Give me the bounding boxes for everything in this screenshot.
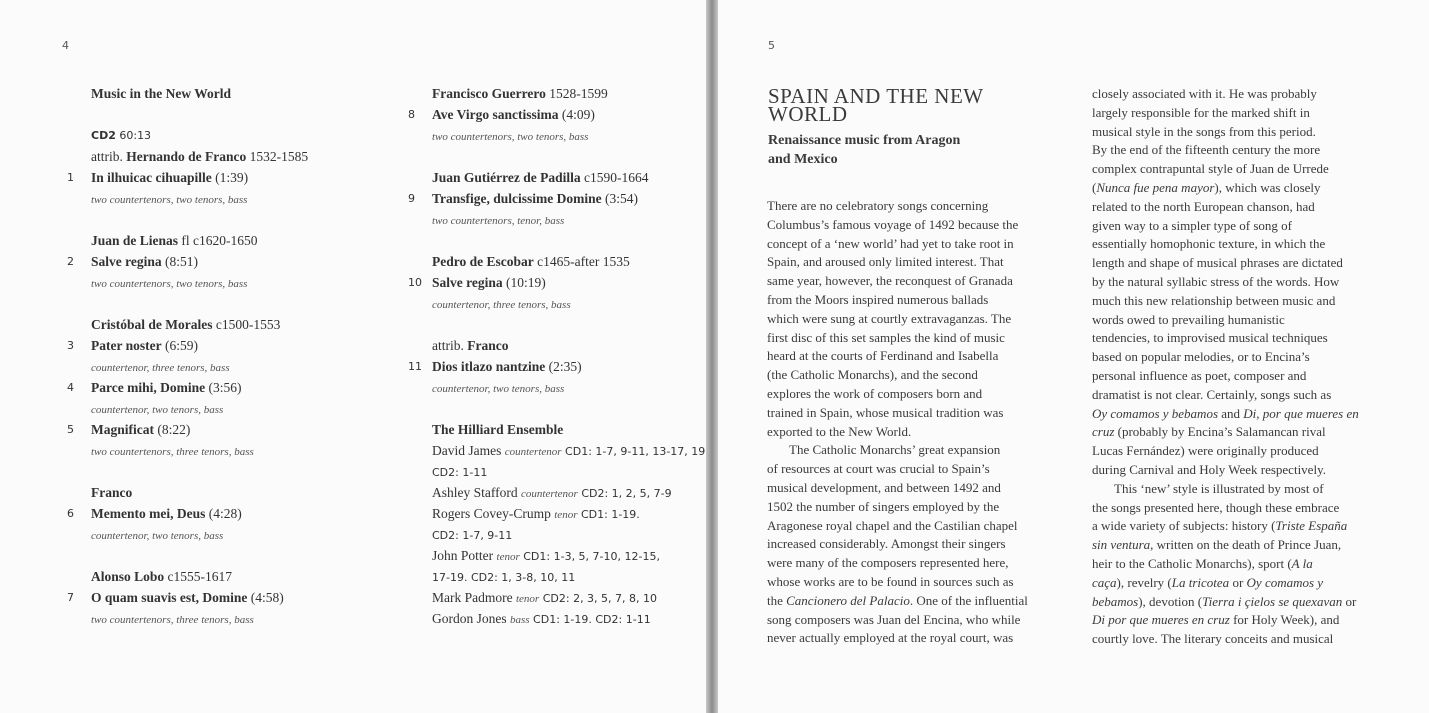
composer-name: Juan Gutiérrez de Padilla (432, 170, 581, 185)
track-entry (408, 272, 702, 293)
scoring-text: two countertenors, two tenors, bass (432, 131, 589, 143)
essay-text: Aragonese royal chapel and the Castilian chapel (767, 517, 1018, 533)
essay-text: explores the work of composers born and (767, 385, 983, 401)
composer-line (91, 230, 411, 251)
essay-line (1092, 292, 1392, 311)
track-title: Transfige, dulcissime Domine (432, 191, 602, 206)
performer-line (432, 503, 702, 524)
track-number: 11 (408, 360, 422, 373)
essay-line (1092, 123, 1392, 142)
track-title: Ave Virgo sanctissima (432, 107, 559, 122)
spacer (432, 314, 702, 335)
track-title: Dios itlazo nantzine (432, 359, 546, 374)
essay-text: ( (1092, 179, 1097, 195)
track-entry (67, 587, 411, 608)
essay-line (1092, 480, 1392, 499)
essay-line (767, 366, 1067, 385)
performer-voice: bass (510, 614, 530, 626)
track-duration: (4:09) (558, 107, 595, 122)
essay-line (1092, 423, 1392, 442)
composer-line (432, 251, 702, 272)
essay-italic: cruz (1092, 424, 1115, 440)
track-list-column-1 (67, 83, 411, 629)
ensemble-text: The Hilliard Ensemble (432, 422, 564, 437)
spacer (91, 293, 411, 314)
track-number: 9 (408, 192, 415, 205)
track-entry (67, 251, 411, 272)
essay-line (1092, 630, 1392, 649)
performer-voice: tenor (496, 551, 520, 563)
track-entry (67, 503, 411, 524)
composer-name: Cristóbal de Morales (91, 317, 213, 332)
essay-text: This ‘new’ style is illustrated by most of (1114, 480, 1324, 496)
performer-tracks: CD2: 2, 3, 5, 7, 8, 10 (539, 592, 658, 605)
essay-italic: Di por que mueres en cruz (1092, 612, 1230, 628)
essay-line (1092, 254, 1392, 273)
essay-text: were many of the composers represented here, (767, 555, 1009, 571)
essay-text: There are no celebratory songs concerning (767, 198, 989, 213)
essay-italic: caça (1092, 574, 1117, 590)
track-entry (408, 356, 702, 377)
scoring-note (432, 293, 702, 314)
composer-dates: c1500-1553 (212, 317, 281, 332)
track-number: 10 (408, 276, 422, 289)
essay-line (767, 573, 1067, 592)
scoring-note (91, 608, 411, 629)
essay-text: by the natural syllabic stress of the words. How (1092, 273, 1340, 289)
composer-name: Alonso Lobo (91, 569, 165, 584)
essay-text: , written on the death of Prince Juan, (1150, 537, 1342, 553)
performer-name: Mark Padmore (432, 590, 516, 605)
performer-tracks: CD2: 1-7, 9-11 (432, 529, 513, 542)
essay-text: Spain, and aroused only limited interest. That (767, 254, 1004, 270)
essay-text: or (1229, 574, 1247, 590)
essay-line (767, 385, 1067, 404)
essay-text: related to the north European chanson, had (1092, 198, 1315, 214)
composer-line (432, 83, 702, 104)
essay-text: heard at the courts of Ferdinand and Isabella (767, 348, 999, 364)
scoring-text: two countertenors, tenor, bass (432, 215, 565, 227)
essay-line (767, 629, 1067, 648)
essay-text: from the Moors inspired numerous ballads (767, 291, 989, 307)
essay-line (1092, 329, 1392, 348)
essay-line (1092, 104, 1392, 123)
essay-italic: Triste España (1275, 518, 1348, 534)
essay-line (767, 235, 1067, 254)
scoring-note (91, 272, 411, 293)
performer-tracks: CD2: 1, 2, 5, 7-9 (577, 487, 672, 500)
spacer (91, 545, 411, 566)
spacer (432, 146, 702, 167)
track-duration: (1:39) (211, 170, 249, 185)
ensemble-name (432, 419, 702, 440)
performer-line (432, 608, 702, 629)
essay-subtitle: Renaissance music from Aragon and Mexico (768, 133, 961, 167)
composer-dates: c1590-1664 (580, 170, 649, 185)
essay-italic: sin ventura (1092, 537, 1151, 553)
essay-text: given way to a simpler type of song of (1092, 217, 1293, 233)
track-duration: (4:58) (247, 590, 284, 605)
essay-line (767, 423, 1067, 442)
performer-line (432, 545, 702, 566)
scoring-note (91, 356, 411, 377)
essay-text: The Catholic Monarchs’ great expansion (789, 442, 1001, 458)
track-title: Pater noster (91, 338, 162, 353)
essay-text: ), which was closely (1214, 179, 1321, 195)
track-number: 7 (67, 591, 74, 604)
composer-dates: fl c1620-1650 (178, 233, 258, 248)
essay-line (1092, 311, 1392, 330)
essay-text: complex contrapuntal style of Juan de Urrede (1092, 161, 1329, 177)
composer-line (91, 146, 411, 167)
essay-italic: Oy comamos y (1246, 574, 1324, 590)
essay-line (1092, 611, 1392, 630)
essay-italic: Oy comamos y bebamos (1092, 405, 1219, 421)
essay-text: during Carnival and Holy Week respectively. (1092, 461, 1326, 477)
essay-text: concept of a ‘new world’ had yet to take root in (767, 235, 1014, 251)
performer-line (432, 524, 702, 545)
track-number: 1 (67, 171, 74, 184)
essay-text: Lucas Fernández) were originally produced (1092, 443, 1319, 459)
essay-text: words owed to prevailing humanistic (1092, 311, 1285, 327)
composer-name: Franco (467, 338, 509, 353)
performer-voice: tenor (515, 593, 540, 605)
essay-line (767, 479, 1067, 498)
essay-text: musical development, and between 1492 and (767, 479, 1001, 495)
composer-name: Hernando de Franco (126, 149, 247, 164)
essay-line (767, 197, 1067, 216)
performer-line (432, 587, 702, 608)
track-duration: (6:59) (161, 338, 198, 353)
essay-line (1092, 348, 1392, 367)
composer-prefix: attrib. (432, 338, 468, 353)
track-title: Salve regina (91, 254, 162, 269)
essay-line (1092, 555, 1392, 574)
track-number: 2 (67, 255, 74, 268)
track-title: In ilhuicac cihuapille (91, 170, 212, 185)
essay-column-1 (767, 197, 1067, 648)
essay-text: Columbus’s famous voyage of 1492 because the (767, 216, 1019, 232)
track-entry (67, 419, 411, 440)
composer-line (91, 566, 411, 587)
booklet-heading: Music in the New World (91, 86, 232, 101)
essay-text: exported to the New World. (767, 423, 912, 439)
essay-italic: Nunca fue pena mayor (1096, 179, 1215, 195)
disc-label: CD2 60:13 (91, 129, 152, 142)
essay-italic: bebamos (1092, 593, 1139, 609)
essay-text: 1502 the number of singers employed by the (767, 498, 1000, 514)
essay-line (767, 216, 1067, 235)
essay-text: By the end of the fifteenth century the more (1092, 142, 1321, 158)
left-page (0, 0, 706, 713)
essay-line (1092, 461, 1392, 480)
composer-dates: c1555-1617 (164, 569, 233, 584)
performer-voice: tenor (554, 509, 578, 521)
essay-line (767, 554, 1067, 573)
essay-column-2 (1092, 85, 1392, 649)
essay-text: (the Catholic Monarchs), and the second (767, 367, 978, 383)
essay-text: whose works are to be found in sources such as (767, 573, 1014, 589)
performer-line (432, 440, 706, 461)
essay-line (767, 272, 1067, 291)
essay-text: and (1218, 405, 1244, 421)
essay-line (1092, 499, 1392, 518)
essay-italic: Tierra i çielos se quexavan (1202, 593, 1343, 609)
essay-line (1092, 574, 1392, 593)
essay-text: never actually employed at the royal court, was (767, 630, 1014, 646)
essay-line (767, 253, 1067, 272)
essay-text: a wide variety of subjects: history ( (1092, 518, 1276, 534)
essay-text: ), revelry ( (1116, 574, 1172, 590)
essay-text: trained in Spain, whose musical tradition was (767, 404, 1004, 420)
essay-text: dramatist is not clear. Certainly, songs such as (1092, 386, 1332, 402)
essay-line (1092, 386, 1392, 405)
performer-line (432, 461, 702, 482)
composer-dates: c1465-after 1535 (533, 254, 630, 269)
essay-line (767, 535, 1067, 554)
track-entry (67, 167, 411, 188)
scoring-note (91, 440, 411, 461)
essay-text: first disc of this set samples the kind of music (767, 329, 1005, 345)
essay-italic: La tricotea (1171, 574, 1230, 590)
essay-line (1092, 517, 1392, 536)
track-title: Parce mihi, Domine (91, 380, 206, 395)
spacer (91, 209, 411, 230)
performer-voice: countertenor (521, 488, 578, 500)
essay-line (767, 347, 1067, 366)
track-entry (408, 104, 702, 125)
essay-line (767, 498, 1067, 517)
track-number: 6 (67, 507, 74, 520)
composer-dates: 1528-1599 (545, 86, 608, 101)
track-title: Magnificat (91, 422, 154, 437)
essay-line (1092, 141, 1392, 160)
scoring-note (432, 125, 702, 146)
essay-line (767, 291, 1067, 310)
essay-line (1092, 405, 1392, 424)
essay-text: which were sung at courtly extravaganzas. The (767, 310, 1012, 326)
right-page (718, 0, 1429, 713)
scoring-text: countertenor, three tenors, bass (91, 362, 230, 374)
essay-text: tendencies, to improvised musical techniques (1092, 330, 1328, 346)
track-title: Memento mei, Deus (91, 506, 206, 521)
track-duration: (3:54) (601, 191, 638, 206)
track-entry (67, 377, 411, 398)
track-duration: (2:35) (545, 359, 582, 374)
scoring-text: two countertenors, three tenors, bass (91, 446, 254, 458)
composer-name: Franco (91, 485, 133, 500)
essay-line (767, 310, 1067, 329)
essay-text: personal influence as poet, composer and (1092, 367, 1307, 383)
essay-text: closely associated with it. He was probably (1092, 86, 1317, 101)
composer-prefix: attrib. (91, 149, 127, 164)
performer-tracks: CD1: 1-19. CD2: 1-11 (529, 613, 651, 626)
scoring-note (91, 524, 411, 545)
essay-line (1092, 198, 1392, 217)
scoring-text: two countertenors, two tenors, bass (91, 278, 248, 290)
performer-line (432, 566, 702, 587)
composer-name: Juan de Lienas (91, 233, 179, 248)
composer-line (91, 314, 411, 335)
composer-dates: 1532-1585 (246, 149, 309, 164)
essay-text: song composers was Juan del Encina, who while (767, 611, 1021, 627)
essay-line (1092, 367, 1392, 386)
essay-text: heir to the Catholic Monarchs), sport ( (1092, 555, 1292, 571)
spacer (432, 398, 702, 419)
essay-line (767, 441, 1067, 460)
essay-text: largely responsible for the marked shift in (1092, 104, 1310, 120)
essay-line (1092, 179, 1392, 198)
essay-text: (probably by Encina’s Salamancan rival (1114, 424, 1326, 440)
essay-line (1092, 442, 1392, 461)
scoring-note (432, 209, 702, 230)
performer-tracks: CD1: 1-19. (577, 508, 640, 521)
essay-text: increased considerably. Amongst their singers (767, 536, 1006, 552)
track-number: 3 (67, 339, 74, 352)
essay-line (767, 460, 1067, 479)
composer-line (432, 167, 702, 188)
essay-line (1092, 593, 1392, 612)
essay-text: much this new relationship between music and (1092, 292, 1336, 308)
essay-line (767, 404, 1067, 423)
essay-line (1092, 235, 1392, 254)
scoring-text: two countertenors, three tenors, bass (91, 614, 254, 626)
performer-name: Gordon Jones (432, 611, 510, 626)
essay-text: for Holy Week), and (1229, 612, 1340, 628)
page-number-right: 5 (768, 39, 775, 52)
scoring-note (432, 377, 702, 398)
performer-line (432, 482, 702, 503)
essay-text: ), devotion ( (1138, 593, 1203, 609)
performer-name: John Potter (432, 548, 497, 563)
essay-text: or (1342, 593, 1357, 609)
essay-line (1092, 536, 1392, 555)
scoring-text: countertenor, two tenors, bass (91, 530, 224, 542)
composer-name: Francisco Guerrero (432, 86, 546, 101)
essay-heading-block (768, 84, 1068, 169)
spacer (91, 461, 411, 482)
essay-line (1092, 273, 1392, 292)
scoring-text: countertenor, two tenors, bass (91, 404, 224, 416)
essay-text: essentially homophonic texture, in which the (1092, 236, 1326, 252)
track-duration: (10:19) (502, 275, 546, 290)
essay-line (767, 592, 1067, 611)
essay-line (1092, 85, 1392, 104)
performer-tracks: CD1: 1-3, 5, 7-10, 12-15, (519, 550, 660, 563)
scoring-note (91, 188, 411, 209)
track-entry (67, 335, 411, 356)
essay-text: the (767, 592, 787, 608)
track-title: Salve regina (432, 275, 503, 290)
performer-tracks: CD1: 1-7, 9-11, 13-17, 19 (561, 445, 706, 458)
essay-text: length and shape of musical phrases are dictated (1092, 255, 1343, 271)
essay-line (767, 611, 1067, 630)
performer-name: David James (432, 443, 505, 458)
book-gutter (706, 0, 718, 713)
essay-text: . One of the influential (909, 592, 1028, 608)
essay-text: of resources at court was crucial to Spain’s (767, 461, 990, 477)
track-entry (408, 188, 702, 209)
essay-italic: Di, por que mueres en (1243, 405, 1359, 421)
performer-name: Rogers Covey-Crump (432, 506, 555, 521)
scoring-text: two countertenors, two tenors, bass (91, 194, 248, 206)
essay-line (767, 517, 1067, 536)
scoring-note (91, 398, 411, 419)
essay-italic: A la (1291, 555, 1313, 571)
track-title: O quam suavis est, Domine (91, 590, 248, 605)
track-duration: (4:28) (205, 506, 242, 521)
track-number: 4 (67, 381, 74, 394)
spacer (432, 230, 702, 251)
track-number: 5 (67, 423, 74, 436)
scoring-text: countertenor, two tenors, bass (432, 383, 565, 395)
composer-line (91, 482, 411, 503)
essay-text: same year, however, the reconquest of Granada (767, 273, 1013, 289)
essay-line (1092, 217, 1392, 236)
track-duration: (8:22) (154, 422, 191, 437)
track-duration: (8:51) (161, 254, 198, 269)
page-number-left: 4 (62, 39, 69, 52)
scoring-text: countertenor, three tenors, bass (432, 299, 571, 311)
essay-line (1092, 160, 1392, 179)
track-duration: (3:56) (205, 380, 242, 395)
performer-name: Ashley Stafford (432, 485, 521, 500)
essay-title: SPAIN AND THE NEW WORLD (768, 84, 984, 126)
essay-text: courtly love. The literary conceits and musical (1092, 631, 1334, 647)
composer-name: Pedro de Escobar (432, 254, 534, 269)
track-number: 8 (408, 108, 415, 121)
composer-line (432, 335, 702, 356)
essay-text: the songs presented here, though these embrace (1092, 499, 1340, 515)
performer-voice: countertenor (504, 446, 562, 458)
essay-text: musical style in the songs from this period. (1092, 123, 1316, 139)
essay-text: based on popular melodies, or to Encina’s (1092, 349, 1310, 365)
performer-tracks: CD2: 1-11 (432, 466, 488, 479)
essay-line (767, 329, 1067, 348)
performer-tracks: 17-19. CD2: 1, 3-8, 10, 11 (432, 571, 576, 584)
essay-italic: Cancionero del Palacio (786, 592, 910, 608)
track-list-column-2 (408, 83, 706, 629)
